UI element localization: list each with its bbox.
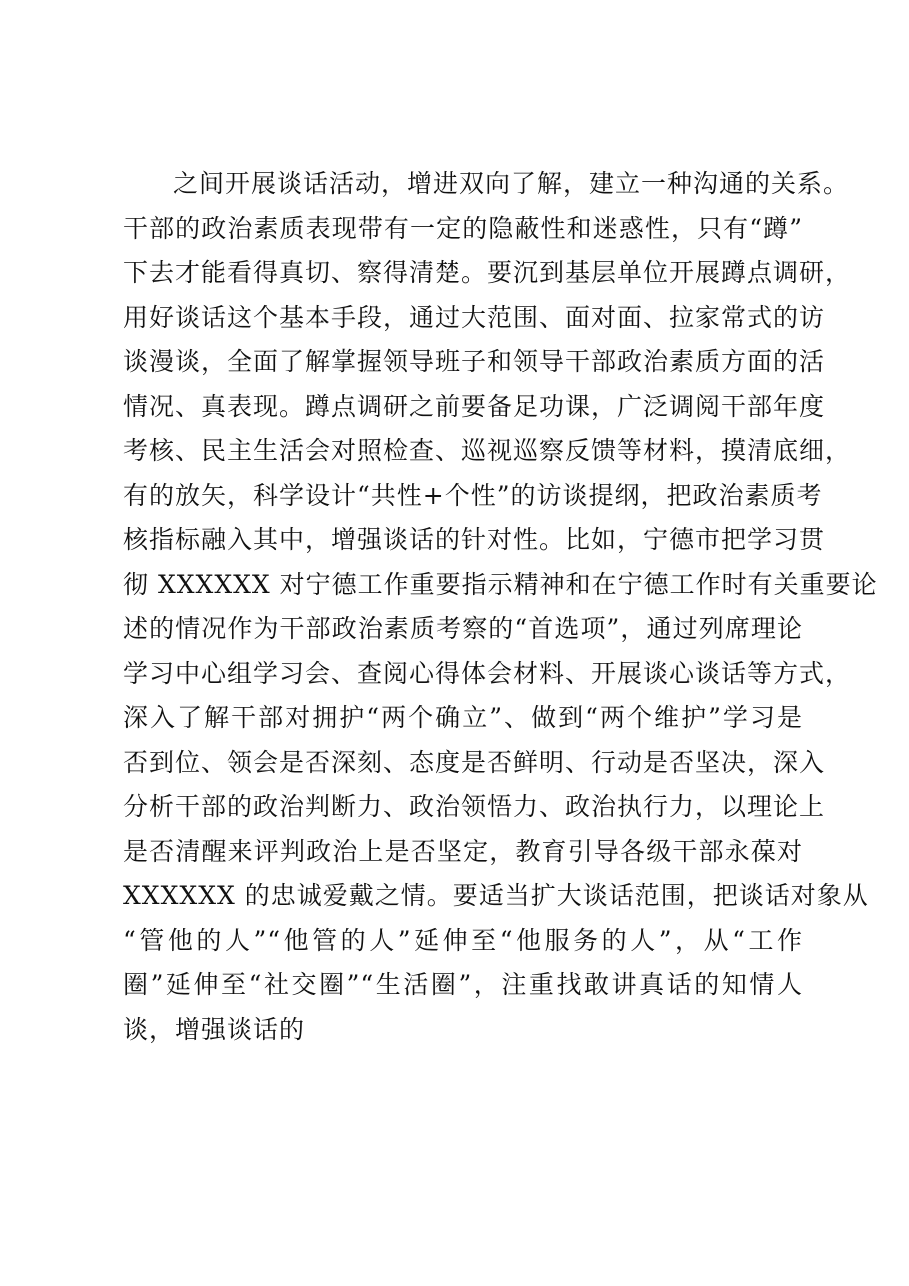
text-line: 谈漫谈，全面了解掌握领导班子和领导干部政治素质方面的活 <box>123 347 826 376</box>
text-line: 深入了解干部对拥护“两个确立”、做到“两个维护”学习是 <box>123 703 803 732</box>
body-paragraph <box>123 162 878 1052</box>
text-line: 述的情况作为干部政治素质考察的“首选项”，通过列席理论 <box>123 614 803 643</box>
text-line: 核指标融入其中，增强谈话的针对性。比如，宁德市把学习贯 <box>123 525 826 554</box>
text-line: XXXXXX 的忠诚爱戴之情。要适当扩大谈话范围，把谈话对象从 <box>123 881 869 910</box>
text-line: “管他的人”“他管的人”延伸至“他服务的人”，从“工作 <box>123 925 803 955</box>
text-line: 情况、真表现。蹲点调研之前要备足功课，广泛调阅干部年度 <box>123 391 826 421</box>
text-line: 干部的政治素质表现带有一定的隐蔽性和迷惑性，只有“蹲” <box>123 213 803 243</box>
text-line: 考核、民主生活会对照检查、巡视巡察反馈等材料，摸清底细， <box>123 436 852 465</box>
text-line: 有的放矢，科学设计“共性+个性”的访谈提纲，把政治素质考 <box>123 480 823 510</box>
text-line: 学习中心组学习会、查阅心得体会材料、开展谈心谈话等方式， <box>123 658 852 688</box>
text-line: 圈”延伸至“社交圈”“生活圈”，注重找敢讲真话的知情人 <box>123 970 803 999</box>
text-line: 下去才能看得真切、察得清楚。要沉到基层单位开展蹲点调研， <box>123 258 852 287</box>
text-line: 用好谈话这个基本手段，通过大范围、面对面、拉家常式的访 <box>123 302 826 332</box>
text-line: 之间开展谈话活动，增进双向了解，建立一种沟通的关系。 <box>173 169 850 198</box>
text-line: 分析干部的政治判断力、政治领悟力、政治执行力，以理论上 <box>123 792 826 821</box>
text-line: 谈，增强谈话的 <box>123 1014 306 1044</box>
text-line: 是否清醒来评判政治上是否坚定，教育引导各级干部永葆对 <box>123 836 803 866</box>
text-line: 彻 XXXXXX 对宁德工作重要指示精神和在宁德工作时有关重要论 <box>123 569 878 599</box>
text-line: 否到位、领会是否深刻、态度是否鲜明、行动是否坚决，深入 <box>123 747 826 777</box>
